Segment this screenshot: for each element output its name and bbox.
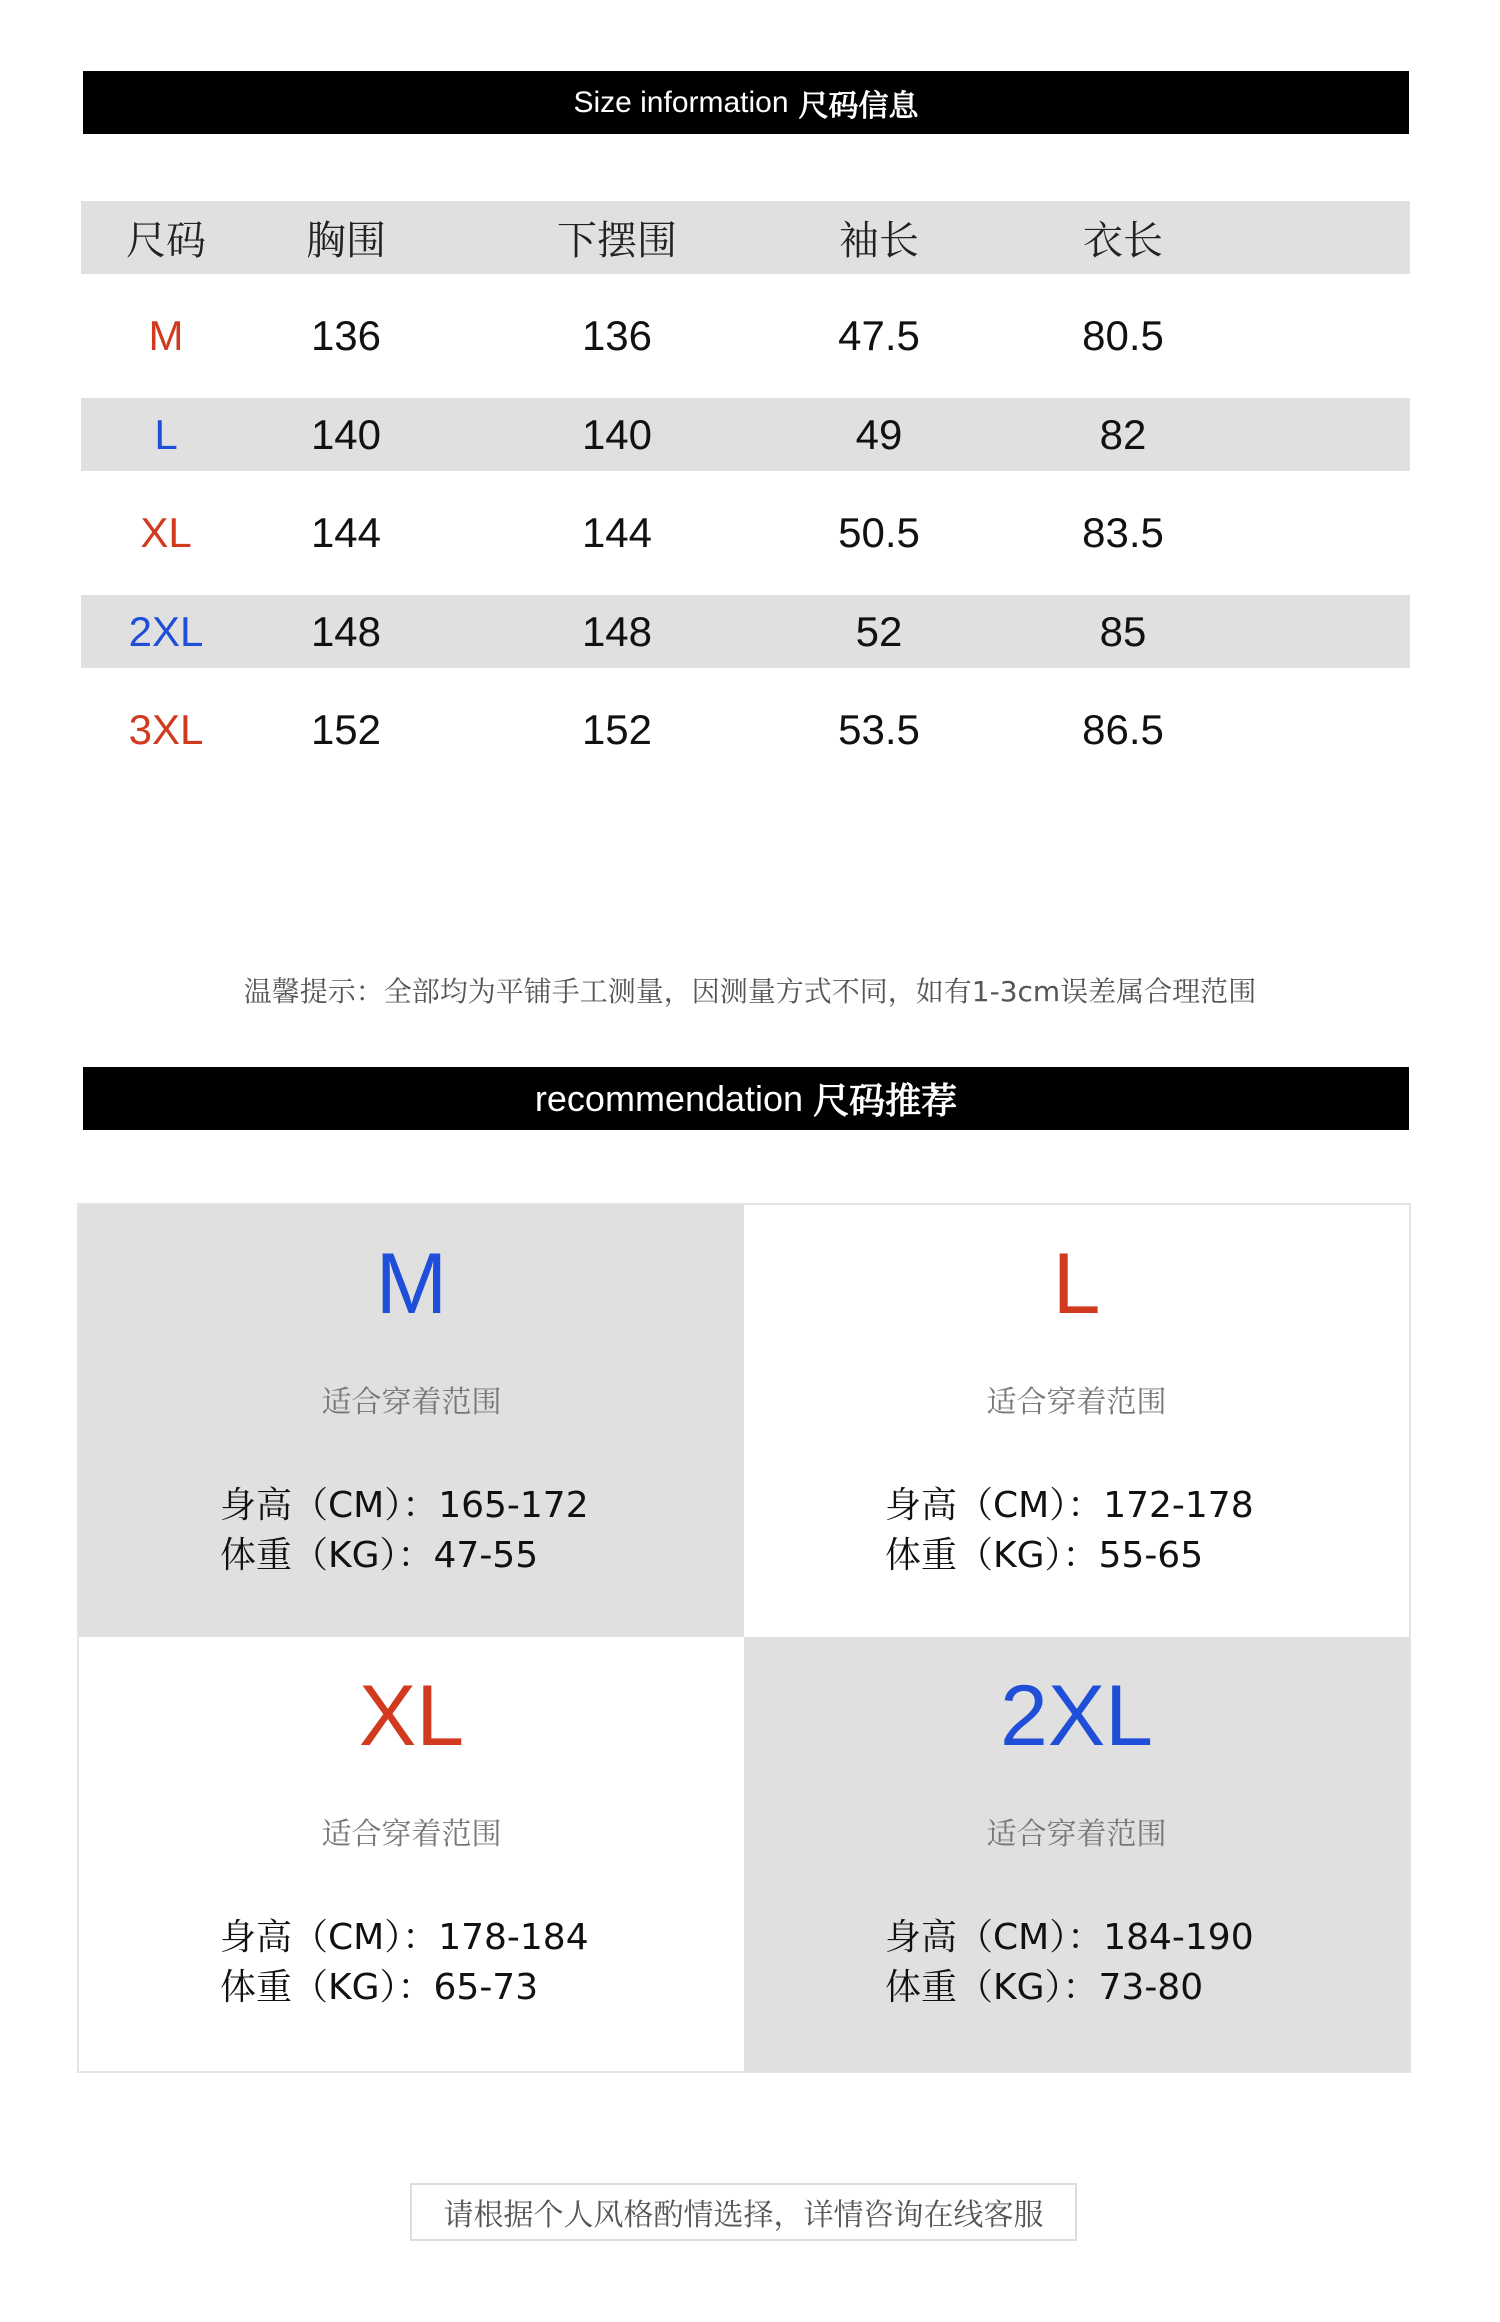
row-length: 82 [1099,410,1147,458]
row-sleeve: 52 [855,607,903,655]
row-size: M [148,312,184,359]
row-sleeve: 53.5 [838,706,920,753]
recommendation-banner [83,1067,1409,1130]
card-height-range: 身高（CM）：172-178 [885,1485,1254,1526]
row-sleeve: 49 [855,410,903,458]
row-length: 80.5 [1082,312,1164,359]
recommendation-card-l [744,1205,1409,1637]
row-length: 83.5 [1082,509,1164,556]
table-row [81,595,1410,668]
size-table [81,201,1410,792]
table-row [81,398,1410,471]
row-length: 86.5 [1082,706,1164,753]
card-height-range: 身高（CM）：184-190 [885,1917,1254,1958]
card-height-range: 身高（CM）：165-172 [220,1485,589,1526]
card-weight-range: 体重（KG）：73-80 [885,1967,1204,2008]
table-header-row [81,201,1410,274]
card-weight-range: 体重（KG）：47-55 [220,1535,539,1576]
row-size: 3XL [128,706,204,753]
rec-banner-english: recommendation [534,1077,804,1119]
card-weight-range: 体重（KG）：65-73 [220,1967,539,2008]
card-size-label: M [375,1236,448,1332]
row-hem: 140 [581,410,653,458]
card-size-label: L [1052,1236,1101,1332]
header-sleeve: 袖长 [839,218,919,264]
customer-service-note: 请根据个人风格酌情选择，详情咨询在线客服 [410,2183,1077,2241]
row-size: XL [140,509,192,556]
row-chest: 140 [310,410,382,458]
card-fit-label: 适合穿着范围 [986,1817,1167,1852]
row-size: 2XL [128,607,204,655]
row-size: L [154,410,178,458]
recommendation-card-m [79,1205,744,1637]
row-hem: 136 [581,312,653,359]
row-hem: 144 [581,509,653,556]
header-hem: 下摆围 [557,218,677,264]
card-height-range: 身高（CM）：178-184 [220,1917,589,1958]
row-length: 85 [1099,607,1147,655]
header-length: 衣长 [1083,218,1163,264]
header-chest: 胸围 [306,218,386,264]
card-fit-label: 适合穿着范围 [321,1817,502,1852]
size-information-banner [83,71,1409,134]
row-hem: 148 [581,607,653,655]
row-chest: 148 [310,607,382,655]
header-size: 尺码 [126,218,206,264]
row-chest: 136 [310,312,382,359]
card-fit-label: 适合穿着范围 [986,1385,1167,1420]
row-chest: 152 [310,706,382,753]
rec-banner-chinese: 尺码推荐 [813,1081,958,1122]
measurement-note: 温馨提示：全部均为平铺手工测量，因测量方式不同，如有1-3cm误差属合理范围 [243,975,1257,1008]
recommendation-grid [77,1203,1411,2073]
row-chest: 144 [310,509,382,556]
table-row [81,274,1410,398]
card-size-label: XL [358,1668,465,1764]
size-banner-english: Size information [573,85,789,119]
recommendation-card-2xl [744,1637,1409,2071]
recommendation-card-xl [79,1637,744,2071]
card-fit-label: 适合穿着范围 [321,1385,502,1420]
row-sleeve: 47.5 [838,312,920,359]
table-row [81,668,1410,792]
row-hem: 152 [581,706,653,753]
size-banner-chinese: 尺码信息 [798,88,919,124]
card-weight-range: 体重（KG）：55-65 [885,1535,1204,1576]
row-sleeve: 50.5 [838,509,920,556]
card-size-label: 2XL [999,1668,1154,1764]
table-row [81,471,1410,595]
